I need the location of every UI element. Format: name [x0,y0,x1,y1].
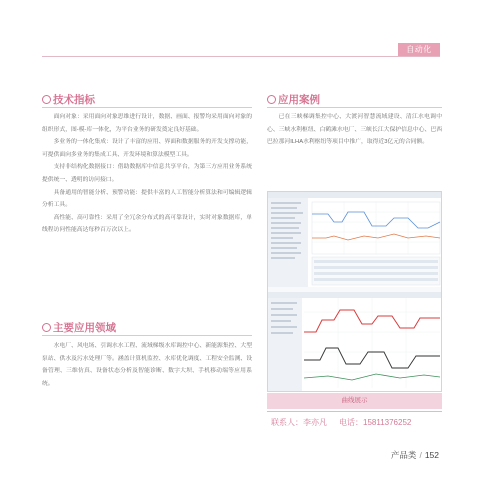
section-title-cases [267,92,320,107]
ring-bullet-icon [267,95,276,104]
page-footer [391,449,439,461]
ring-bullet-icon [42,95,51,104]
section-underline [42,335,252,336]
tech-para: 高性能、高可靠性：采用了全冗余分布式的高可靠设计，实时对象数据库，单线程访问性能高达每秒百万次以上。 [42,214,252,234]
tech-para: 具备通用的智能分析、预警功能：提供丰富的人工智能分析算法和可编辑逻辑分析工具。 [42,189,252,209]
contact-bar [267,411,442,433]
contact-name: 联系人：李亦凡 [271,418,327,427]
section-title-areas [42,320,116,335]
tech-body [42,111,252,237]
section-title-tech [42,92,95,107]
section-title-text: 应用案例 [278,94,320,106]
tech-para: 支持非结构化数据接口：借助数据库中信息共享平台，为第三方应用业务系统提供统一、透明的访问接口。 [42,164,252,183]
footer-category: 产品类 [390,450,417,460]
ring-bullet-icon [42,323,51,332]
cases-para: 已在三峡梯调集控中心、大渡河智慧流域建设、清江水电调中心、三峡水利枢纽、白鹤滩水电厂、三峡长江大保护信息中心、巴西巴拉那河ILHA水利枢纽等项目中推广，取得近3亿元的合同额。 [267,114,442,146]
tech-para: 面向对象：采用面向对象思维进行设计，数据、画面、报警均采用面向对象的组织形式，图-模-库一体化，为平台业务的研发奠定良好基础。 [42,114,252,133]
contact-phone: 电话：15811376252 [339,418,412,427]
software-screenshot-graphic [268,192,442,392]
figure-caption: 曲线展示 [267,393,442,409]
header-divider [42,56,440,57]
areas-para: 水电厂、风电场、引调水水工程、流域梯级水库调控中心、新能源集控、大型泵站、供水及污水处理厂等。涵盖计算机监控、水库优化调度、工程安全监测、设备管理、三维仿真、设备状态分析及智能诊断、数字大坝、手机移动端等应用系统。 [42,343,252,387]
areas-body [42,340,252,390]
cases-body [267,111,442,149]
section-underline [267,107,442,108]
section-title-text: 技术指标 [53,94,95,106]
curve-display-screenshot [267,191,442,392]
tech-para: 多业务的一体化集成：设计了丰富的应用、界面和数据服务的开发支撑功能，可提供面向多业务的集成工具、开发环境和算法模型工具。 [42,139,252,158]
section-title-text: 主要应用领域 [53,322,116,334]
section-underline [42,107,252,108]
category-tag: 自动化 [398,43,440,57]
page-number: 152 [424,450,439,460]
footer-separator: / [419,450,422,460]
